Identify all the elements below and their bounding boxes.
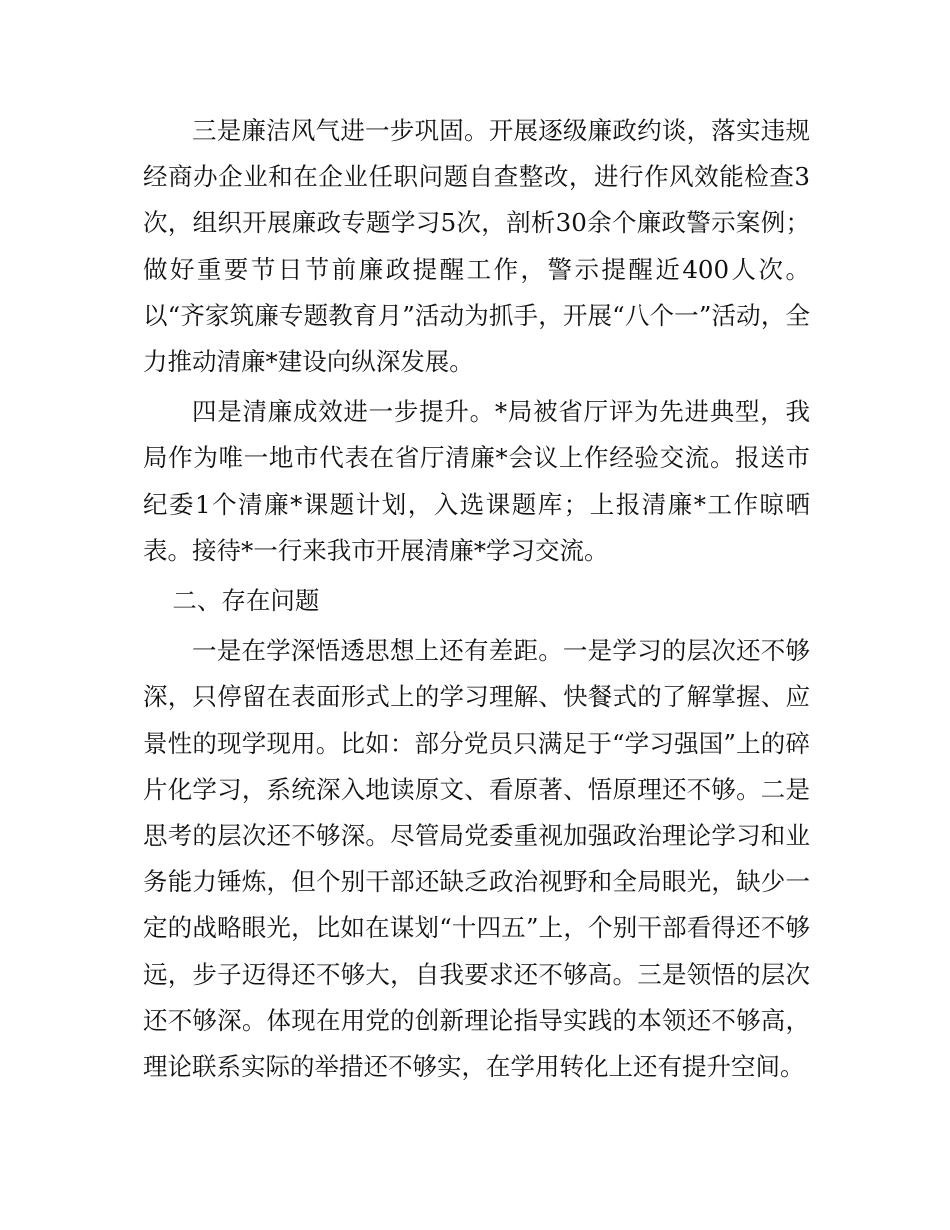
paragraph-study-gap: 一是在学深悟透思想上还有差距。一是学习的层次还不够深，只停留在表面形式上的学习理解、快餐式的了解掌握、应景性的现学现用。比如：部分党员只满足于“学习强国”上的碎片化学习，系统深入地读原文、看原著、悟原理还不够。二是思考的层次还不够深。尽管局党委重视加强政治理论学习和业务能力锤炼，但个别干部还缺乏政治视野和全局眼光，缺少一定的战略眼光，比如在谋划“十四五”上，个别干部看得还不够远，步子迈得还不够大，自我要求还不够高。三是领悟的层次还不够深。体现在用党的创新理论指导实践的本领还不够高，理论联系实际的举措还不够实，在学用转化上还有提升空间。: [143, 636, 810, 1082]
paragraph-integrity-atmosphere: 三是廉洁风气进一步巩固。开展逐级廉政约谈，落实违规经商办企业和在企业任职问题自查整改，进行作风效能检查3次，组织开展廉政专题学习5次，剖析30余个廉政警示案例；做好重要节日节前廉政提醒工作，警示提醒近400人次。以“齐家筑廉专题教育月”活动为抓手，开展“八个一”活动，全力推动清廉*建设向纵深发展。: [143, 116, 810, 377]
section-heading-problems: 二、存在问题: [172, 586, 320, 616]
paragraph-integrity-results: 四是清廉成效进一步提升。*局被省厅评为先进典型，我局作为唯一地市代表在省厅清廉*会议上作经验交流。报送市纪委1个清廉*课题计划，入选课题库；上报清廉*工作晾晒表。接待*一行来我市开展清廉*学习交流。: [143, 397, 810, 565]
document-body: [143, 108, 810, 1090]
